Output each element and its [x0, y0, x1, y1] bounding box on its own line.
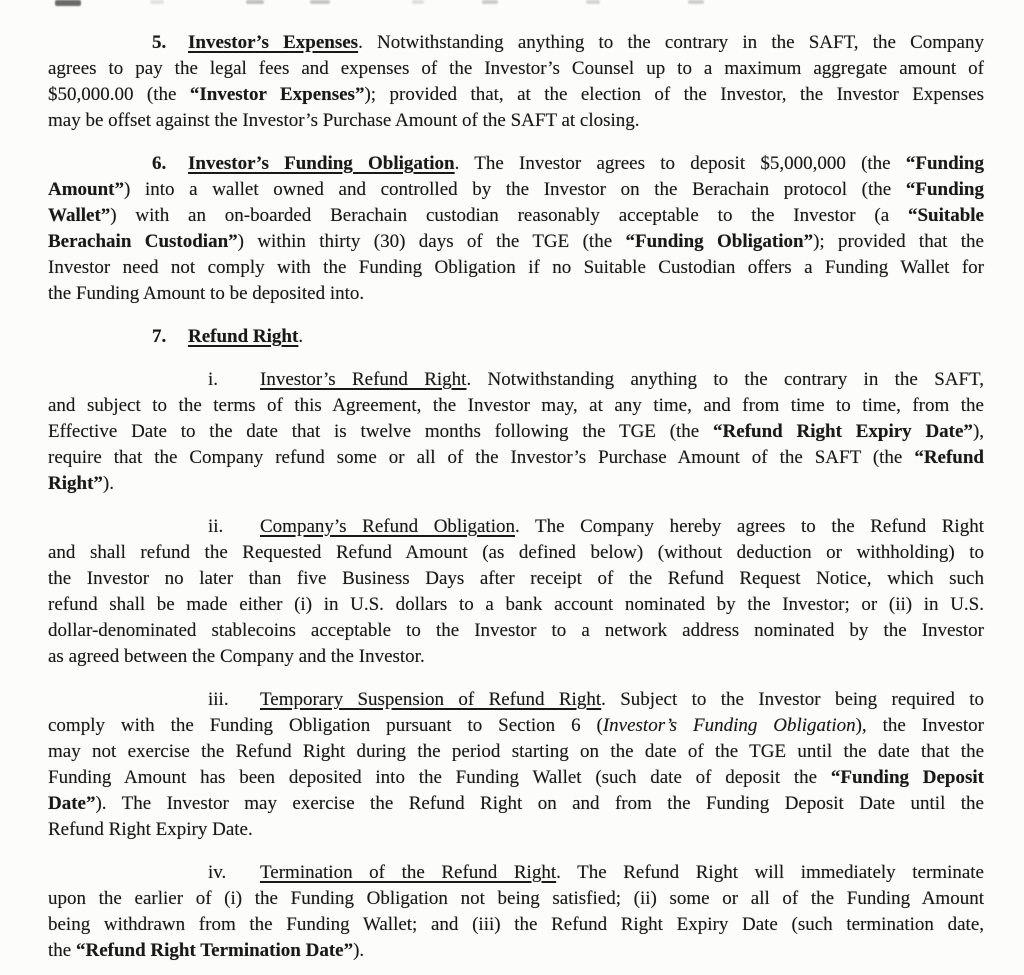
text-segment: Effective Date to the date that is twelve months following the TGE (the: [48, 421, 714, 442]
text-segment: ) into a wallet owned and controlled by the Investor on the Berachain protocol (the: [124, 179, 906, 200]
text-line: [48, 30, 984, 56]
defined-term: “Funding: [905, 153, 984, 174]
defined-term: “Refund: [914, 447, 984, 468]
text-segment: . Notwithstanding anything to the contrary in the SAFT,: [466, 369, 984, 390]
text-segment: and shall refund the Requested Refund Amount (as defined below) (without deduction or withholding) to: [48, 542, 984, 563]
text-segment: agrees to pay the legal fees and expenses of the Investor’s Counsel up to a maximum aggregate amount of: [48, 58, 984, 79]
defined-term: “Funding Obligation”: [625, 231, 814, 252]
section-number: 7.: [152, 326, 167, 347]
text-segment: ) with an on-boarded Berachain custodian reasonably acceptable to the Investor (a: [110, 205, 908, 226]
defined-term: Right”: [48, 473, 103, 494]
text-line: [48, 281, 984, 307]
cropped-text-remnant: [310, 0, 330, 4]
section-number: 6.: [152, 153, 167, 174]
text-line: [48, 540, 984, 566]
text-line: [48, 713, 984, 739]
text-line: [48, 445, 984, 471]
text-line: [48, 739, 984, 765]
text-segment: Funding Amount has been deposited into the Funding Wallet (such date of deposit the: [48, 767, 831, 788]
text-line: [48, 644, 984, 670]
clause-i-investors-refund-right: [48, 367, 984, 497]
text-segment: Investor need not comply with the Funding Obligation if no Suitable Custodian offers a Funding Wallet for: [48, 257, 984, 278]
text-line: [48, 471, 984, 497]
clause-heading: Temporary Suspension of Refund Right: [260, 689, 602, 710]
text-segment: Refund Right Expiry Date.: [48, 819, 253, 840]
text-line: [48, 791, 984, 817]
section-7-refund-right-heading: [48, 324, 984, 350]
text-segment: . Notwithstanding anything to the contrary in the SAFT, the Company: [358, 32, 984, 53]
clause-number: iii.: [208, 689, 229, 710]
text-line: [48, 229, 984, 255]
defined-term: “Funding Deposit: [830, 767, 984, 788]
text-segment: dollar-denominated stablecoins acceptable to the Investor to a network address nominated by the Investor: [48, 620, 984, 641]
cropped-text-remnant: [688, 0, 704, 4]
defined-term: “Suitable: [907, 205, 984, 226]
clause-iv-termination-of-the-refund-right: [48, 860, 984, 964]
text-line: [48, 514, 984, 540]
clause-number: i.: [208, 369, 219, 390]
text-line: [48, 108, 984, 134]
text-segment: ). The Investor may exercise the Refund Right on and from the Funding Deposit Date until the: [95, 793, 984, 814]
section-heading: Investor’s Funding Obligation: [188, 153, 455, 174]
text-segment: . Subject to the Investor being required to: [601, 689, 984, 710]
document-body: [48, 30, 984, 975]
text-line: [48, 203, 984, 229]
defined-term: “Refund Right Expiry Date”: [713, 421, 973, 442]
text-segment: may be offset against the Investor’s Purchase Amount of the SAFT at closing.: [48, 110, 640, 131]
defined-term: “Funding: [905, 179, 984, 200]
section-5-investors-expenses: [48, 30, 984, 134]
text-segment: the Funding Amount to be deposited into.: [48, 283, 365, 304]
text-line: [48, 367, 984, 393]
section-number: 5.: [152, 32, 167, 53]
text-segment: ); provided that, at the election of the Investor, the Investor Expenses: [364, 84, 985, 105]
section-heading: Refund Right: [188, 326, 299, 347]
text-line: [48, 566, 984, 592]
text-segment: and subject to the terms of this Agreement, the Investor may, at any time, and from time to time, from the: [48, 395, 984, 416]
defined-term: “Refund Right Termination Date”: [75, 940, 354, 961]
clause-heading: Investor’s Refund Right: [260, 369, 467, 390]
defined-term: “Investor Expenses”: [189, 84, 365, 105]
text-line: [48, 938, 984, 964]
defined-term: Date”: [48, 793, 96, 814]
text-segment: . The Refund Right will immediately terminate: [556, 862, 984, 883]
text-line: [48, 255, 984, 281]
clause-heading: Company’s Refund Obligation: [260, 516, 515, 537]
text-segment: the: [48, 940, 76, 961]
text-segment: ).: [102, 473, 114, 494]
section-6-investors-funding-obligation: [48, 151, 984, 307]
text-line: [48, 687, 984, 713]
cropped-text-remnant: [150, 0, 164, 4]
text-segment: require that the Company refund some or all of the Investor’s Purchase Amount of the SAFT (the: [48, 447, 915, 468]
defined-term: Berachain Custodian”: [48, 231, 238, 252]
clause-iii-temporary-suspension-of-refund-right: [48, 687, 984, 843]
clause-heading: Termination of the Refund Right: [260, 862, 557, 883]
text-segment: ); provided that the: [813, 231, 984, 252]
text-line: [48, 82, 984, 108]
text-line: [48, 860, 984, 886]
text-line: [48, 912, 984, 938]
text-line: [48, 393, 984, 419]
text-segment: . The Investor agrees to deposit $5,000,000 (the: [454, 153, 906, 174]
cropped-text-remnant: [586, 0, 600, 4]
defined-term: Amount”: [48, 179, 125, 200]
text-line: [48, 765, 984, 791]
cropped-text-remnant: [482, 0, 498, 4]
cropped-text-remnant: [246, 0, 264, 4]
text-line: [48, 151, 984, 177]
cross-reference: Investor’s Funding Obligation: [602, 715, 856, 736]
text-segment: comply with the Funding Obligation pursuant to Section 6 (: [48, 715, 603, 736]
text-segment: .: [298, 326, 304, 347]
text-line: [48, 177, 984, 203]
cropped-text-remnant: [55, 0, 81, 6]
text-line: [48, 817, 984, 843]
text-segment: the Investor no later than five Business Days after receipt of the Refund Request Notice, which such: [48, 568, 984, 589]
text-line: [48, 592, 984, 618]
text-segment: being withdrawn from the Funding Wallet; and (iii) the Refund Right Expiry Date (such termination date,: [48, 914, 984, 935]
text-line: [48, 618, 984, 644]
text-line: [48, 886, 984, 912]
text-segment: as agreed between the Company and the Investor.: [48, 646, 425, 667]
clause-ii-companys-refund-obligation: [48, 514, 984, 670]
text-segment: upon the earlier of (i) the Funding Obligation not being satisfied; (ii) some or all of the Funding Amount: [48, 888, 984, 909]
text-segment: may not exercise the Refund Right during the period starting on the date of the TGE until the date that the: [48, 741, 984, 762]
clause-number: iv.: [208, 862, 227, 883]
text-segment: ), the Investor: [855, 715, 984, 736]
text-segment: ),: [972, 421, 985, 442]
text-segment: refund shall be made either (i) in U.S. dollars to a bank account nominated by the Investor; or (ii) in U.S.: [48, 594, 984, 615]
cropped-text-remnant: [412, 0, 424, 4]
text-segment: ).: [353, 940, 365, 961]
text-line: [48, 56, 984, 82]
text-segment: . The Company hereby agrees to the Refund Right: [514, 516, 984, 537]
text-line: [48, 324, 984, 350]
text-segment: $50,000.00 (the: [48, 84, 190, 105]
defined-term: Wallet”: [48, 205, 111, 226]
text-segment: ) within thirty (30) days of the TGE (the: [237, 231, 626, 252]
text-line: [48, 419, 984, 445]
section-heading: Investor’s Expenses: [188, 32, 359, 53]
clause-number: ii.: [208, 516, 224, 537]
